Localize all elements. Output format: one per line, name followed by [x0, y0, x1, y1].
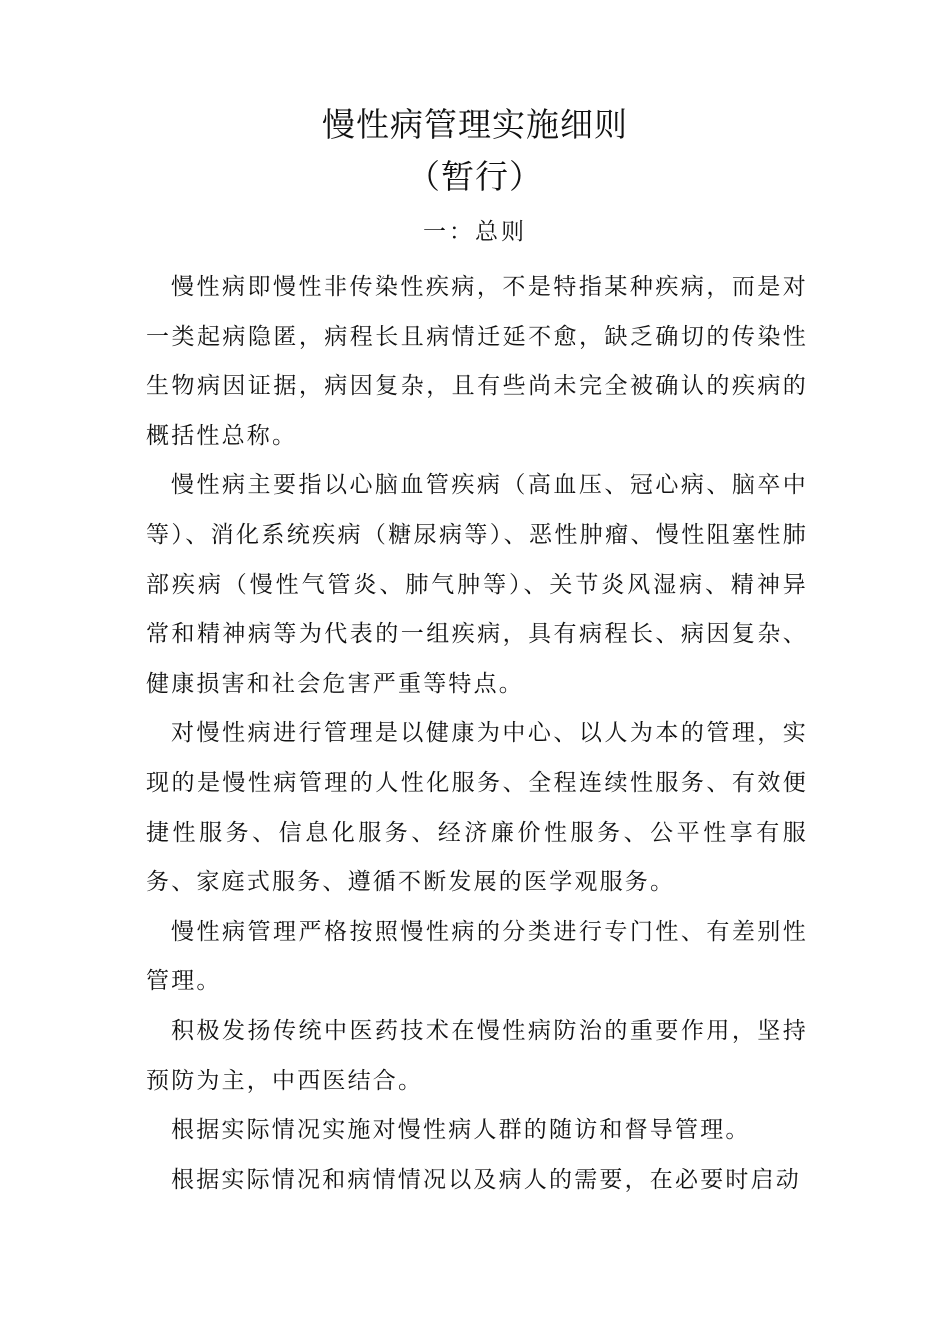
- document-title: 慢性病管理实施细则: [322, 105, 628, 144]
- paragraph: 慢性病即慢性非传染性疾病，不是特指某种疾病，而是对一类起病隐匿，病程长且病情迁延不愈，缺乏确切的传染性生物病因证据，病因复杂，且有些尚未完全被确认的疾病的概括性总称。: [146, 274, 808, 449]
- paragraph: 慢性病主要指以心脑血管疾病（高血压、冠心病、脑卒中等）、消化系统疾病（糖尿病等）、恶性肿瘤、慢性阻塞性肺部疾病（慢性气管炎、肺气肿等）、关节炎风湿病、精神异常和精神病等为代表的一组疾病，具有病程长、病因复杂、健康损害和社会危害严重等特点。: [146, 472, 808, 697]
- paragraph: 慢性病管理严格按照慢性病的分类进行专门性、有差别性管理。: [146, 918, 808, 995]
- document-subtitle: （暂行）: [407, 157, 543, 196]
- paragraph: 积极发扬传统中医药技术在慢性病防治的重要作用，坚持预防为主，中西医结合。: [146, 1017, 808, 1094]
- paragraph: 根据实际情况实施对慢性病人群的随访和督导管理。: [171, 1117, 751, 1144]
- document-body: [146, 263, 808, 1205]
- section-heading: 一：总则: [423, 219, 527, 245]
- paragraph: 对慢性病进行管理是以健康为中心、以人为本的管理，实现的是慢性病管理的人性化服务、全程连续性服务、有效便捷性服务、信息化服务、经济廉价性服务、公平性享有服务、家庭式服务、遵循不断发展的医学观服务。: [146, 720, 808, 896]
- paragraph: 根据实际情况和病情情况以及病人的需要，在必要时启动: [171, 1166, 801, 1193]
